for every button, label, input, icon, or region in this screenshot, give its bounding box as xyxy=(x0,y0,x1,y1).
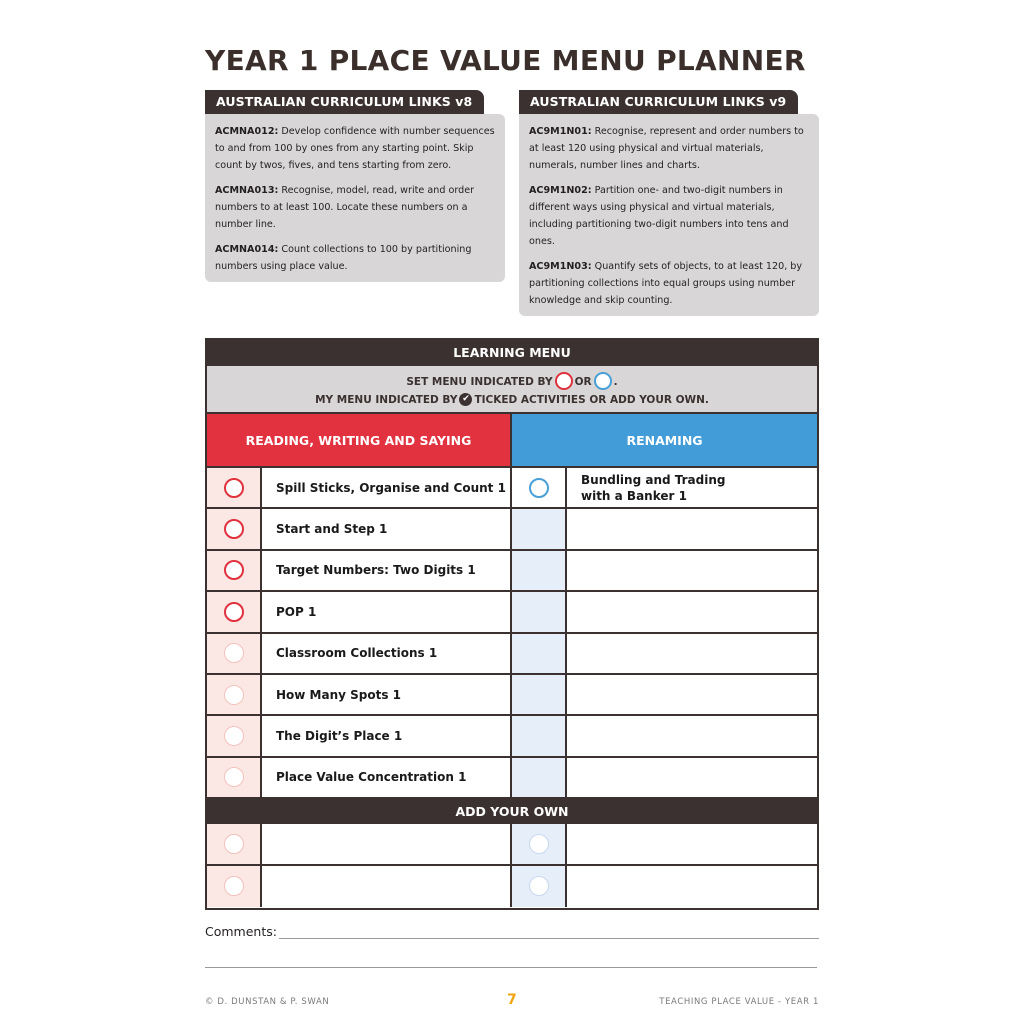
empty-circle-icon xyxy=(529,876,549,896)
activity-checkbox[interactable] xyxy=(512,866,567,907)
activity-checkbox[interactable] xyxy=(207,675,262,714)
activity-name: Bundling and Trading with a Banker 1 xyxy=(581,472,726,503)
empty-circle-icon xyxy=(224,876,244,896)
activity-checkbox[interactable] xyxy=(512,824,567,863)
period-text: . xyxy=(613,376,618,388)
curriculum-code: ACMNA014: xyxy=(215,244,279,255)
empty-circle-icon xyxy=(224,834,244,854)
empty-activity-cell xyxy=(567,716,817,755)
activity-name: Target Numbers: Two Digits 1 xyxy=(262,551,512,590)
curriculum-description: Quantify sets of objects, to at least 120, by partitioning collections into equal groups using number knowledge and skip counting. xyxy=(529,261,803,306)
page-number: 7 xyxy=(507,992,517,1008)
curriculum-links-v9 xyxy=(519,90,819,316)
activity-name: Place Value Concentration 1 xyxy=(262,758,512,797)
custom-activity-field[interactable] xyxy=(262,866,512,907)
activity-checkbox[interactable] xyxy=(207,866,262,907)
my-menu-instruction xyxy=(207,391,817,409)
activity-rows xyxy=(207,468,817,799)
activity-checkbox[interactable] xyxy=(207,716,262,755)
table-row xyxy=(207,716,817,757)
curriculum-description: Partition one- and two-digit numbers in different ways using physical and virtual materials, including partitioning two-digit numbers into tens and ones. xyxy=(529,185,789,247)
curriculum-code: ACMNA013: xyxy=(215,185,279,196)
activity-checkbox[interactable] xyxy=(512,758,567,797)
set-menu-text: SET MENU INDICATED BY xyxy=(406,376,553,388)
activity-checkbox[interactable] xyxy=(207,551,262,590)
activity-checkbox[interactable] xyxy=(512,592,567,631)
curriculum-description: Count collections to 100 by partitioning numbers using place value. xyxy=(215,244,472,272)
activity-checkbox[interactable] xyxy=(512,468,567,507)
curriculum-links-v9-heading: AUSTRALIAN CURRICULUM LINKS v9 xyxy=(519,90,798,114)
table-row xyxy=(207,468,817,509)
activity-checkbox[interactable] xyxy=(207,758,262,797)
curriculum-description: Recognise, represent and order numbers to at least 120 using physical and virtual materials, numerals, number lines and charts. xyxy=(529,126,804,171)
table-row xyxy=(207,509,817,550)
red-circle-icon xyxy=(224,478,244,498)
activity-name: Classroom Collections 1 xyxy=(262,634,512,673)
curriculum-item xyxy=(529,123,813,174)
curriculum-code: AC9M1N02: xyxy=(529,185,592,196)
activity-name: The Digit’s Place 1 xyxy=(262,716,512,755)
table-row xyxy=(207,866,817,907)
curriculum-code: AC9M1N03: xyxy=(529,261,592,272)
table-row xyxy=(207,824,817,865)
column-headers xyxy=(207,414,817,468)
table-row xyxy=(207,592,817,633)
activity-name: Spill Sticks, Organise and Count 1 xyxy=(262,468,512,507)
table-row xyxy=(207,634,817,675)
custom-activity-field[interactable] xyxy=(567,824,817,863)
activity-checkbox[interactable] xyxy=(207,824,262,863)
red-circle-icon xyxy=(224,560,244,580)
blue-circle-icon xyxy=(594,372,612,390)
empty-circle-icon xyxy=(224,767,244,787)
learning-menu-heading: LEARNING MENU xyxy=(207,340,817,366)
empty-activity-cell xyxy=(567,509,817,548)
red-circle-icon xyxy=(224,602,244,622)
activity-checkbox[interactable] xyxy=(512,634,567,673)
my-menu-text: MY MENU INDICATED BY xyxy=(315,394,458,406)
empty-activity-cell xyxy=(567,758,817,797)
activity-checkbox[interactable] xyxy=(207,634,262,673)
footer-book-title: TEACHING PLACE VALUE - YEAR 1 xyxy=(659,997,819,1007)
activity-checkbox[interactable] xyxy=(207,592,262,631)
comments-field[interactable] xyxy=(279,938,819,939)
comments-field-line[interactable] xyxy=(205,967,817,968)
curriculum-item xyxy=(529,258,813,309)
curriculum-description: Recognise, model, read, write and order numbers to at least 100. Locate these numbers on a number line. xyxy=(215,185,475,230)
table-row xyxy=(207,551,817,592)
custom-activity-field[interactable] xyxy=(262,824,512,863)
red-circle-icon xyxy=(224,519,244,539)
custom-activity-field[interactable] xyxy=(567,866,817,907)
activity-name: POP 1 xyxy=(262,592,512,631)
activity-checkbox[interactable] xyxy=(207,509,262,548)
comments-label: Comments: xyxy=(205,924,277,939)
activity-checkbox[interactable] xyxy=(512,509,567,548)
checkmark-icon: ✔ xyxy=(459,393,472,406)
activity-name: Start and Step 1 xyxy=(262,509,512,548)
activity-name: How Many Spots 1 xyxy=(262,675,512,714)
curriculum-links-v8 xyxy=(205,90,505,282)
curriculum-item xyxy=(215,182,495,233)
curriculum-item xyxy=(215,123,495,174)
empty-activity-cell xyxy=(567,634,817,673)
curriculum-item xyxy=(529,182,813,250)
curriculum-links-v9-box xyxy=(519,114,819,316)
empty-activity-cell xyxy=(567,592,817,631)
curriculum-links-v8-heading: AUSTRALIAN CURRICULUM LINKS v8 xyxy=(205,90,484,114)
table-row xyxy=(207,758,817,799)
empty-activity-cell xyxy=(567,675,817,714)
empty-activity-cell xyxy=(567,551,817,590)
column-header-renaming: RENAMING xyxy=(512,414,817,466)
empty-circle-icon xyxy=(224,643,244,663)
or-text: OR xyxy=(574,376,592,388)
page-title: YEAR 1 PLACE VALUE MENU PLANNER xyxy=(205,44,806,77)
curriculum-item xyxy=(215,241,495,275)
activity-checkbox[interactable] xyxy=(512,716,567,755)
learning-menu-table xyxy=(205,338,819,910)
red-circle-icon xyxy=(555,372,573,390)
menu-instructions xyxy=(207,366,817,414)
empty-circle-icon xyxy=(529,834,549,854)
my-menu-suffix-text: TICKED ACTIVITIES OR ADD YOUR OWN. xyxy=(474,394,709,406)
add-your-own-heading: ADD YOUR OWN xyxy=(207,799,817,824)
activity-checkbox[interactable] xyxy=(512,551,567,590)
curriculum-code: ACMNA012: xyxy=(215,126,279,137)
empty-circle-icon xyxy=(224,685,244,705)
table-row xyxy=(207,675,817,716)
blue-circle-icon xyxy=(529,478,549,498)
curriculum-description: Develop confidence with number sequences to and from 100 by ones from any starting point. Skip count by twos, fives, and tens starting from zero. xyxy=(215,126,495,171)
footer-copyright: © D. DUNSTAN & P. SWAN xyxy=(205,997,330,1007)
curriculum-code: AC9M1N01: xyxy=(529,126,592,137)
set-menu-instruction xyxy=(207,373,817,391)
curriculum-links-v8-box xyxy=(205,114,505,282)
column-header-reading-writing-saying: READING, WRITING AND SAYING xyxy=(207,414,512,466)
empty-circle-icon xyxy=(224,726,244,746)
activity-checkbox[interactable] xyxy=(512,675,567,714)
activity-checkbox[interactable] xyxy=(207,468,262,507)
